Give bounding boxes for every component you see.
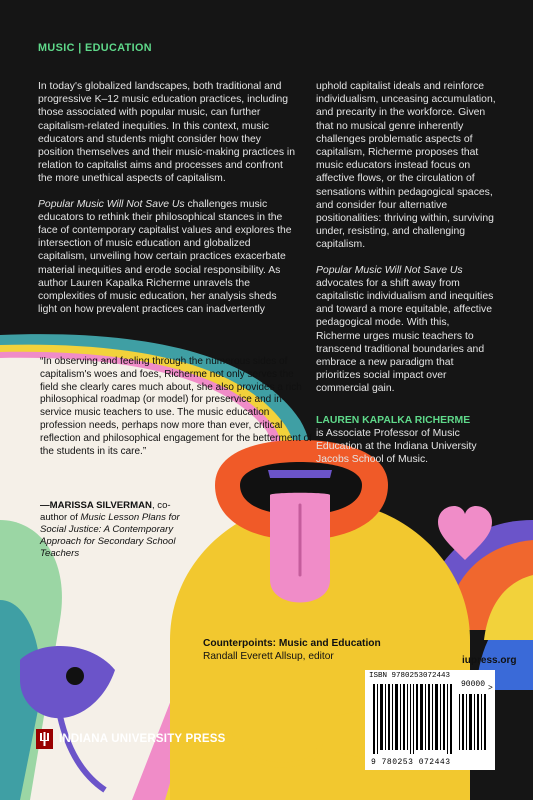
barcode-bars [365,670,495,760]
publisher-website: iupress.org [462,655,517,666]
description-column-left [38,80,296,328]
price-code: 90000 [461,680,486,689]
description-paragraph: uphold capitalist ideals and reinforce individualism, unceasing accumulation, and precarity in the workforce. Given that no musical genre inherently challenges problematic aspects of capitalism, Richerme proposes that music educators instead focus on affective flows, or the circulation of sensations within pedagogical spaces, and consider four alternative positionalities: thriving within, surviving under, resisting, and challenging capitalism. [316,81,496,251]
series-editor: Randall Everett Allsup, editor [203,650,334,662]
description-column-right [316,80,496,478]
iu-trident-logo [36,729,53,749]
endorsement-quote: “In observing and feeling through the numerous sides of capitalism's woes and foes, Richerme not only serves the field she clearly cares much about, she also provides a rich philosophical roadmap (or model) for preservice and in-service music teachers to use. The music education profession needs, perhaps now more than ever, critical reflection and philosophical engagement for the betterment of the students in its care.” [40,356,312,457]
barcode-digits: 9 780253 072443 [371,758,451,767]
author-bio: LAUREN KAPALKA RICHERME is Associate Professor of Music Education at the Indiana University Jacobs School of Music. [316,414,496,467]
endorser-name: —MARISSA SILVERMAN [40,500,152,511]
endorser-book: Music Lesson Plans for Social Justice: A Contemporary Approach for Secondary School Teachers [40,512,180,559]
author-name: LAUREN KAPALKA RICHERME [316,414,471,426]
category-kicker: MUSIC | EDUCATION [38,42,152,54]
book-title-inline: Popular Music Will Not Save Us [38,198,185,210]
publisher-name: INDIANA UNIVERSITY PRESS [59,733,226,745]
series-title: Counterpoints: Music and Education [203,638,381,649]
book-title-inline: Popular Music Will Not Save Us [316,264,463,276]
description-paragraph: Popular Music Will Not Save Us advocates for a shift away from capitalistic individualism and inequities and toward a more equitable, affective pedagogical mode. With this, Richerme urges music teachers to transcend traditional boundaries and embrace a new paradigm that prioritizes social impact over commercial gain. [316,264,494,395]
svg-text:>: > [488,684,493,693]
series-info [203,638,381,663]
isbn-barcode [365,670,495,770]
description-paragraph: In today's globalized landscapes, both traditional and progressive K–12 music education practices, including those associated with popular music, can further capitalism-related inequities. In this context, music educators and students might consider how they position themselves and their music-making practices in relation to capitalist aims and processes and confront the more unethical aspects of capitalism. [38,81,295,185]
isbn-label: ISBN 9780253072443 [369,672,451,680]
description-paragraph: Popular Music Will Not Save Us challenges music educators to rethink their philosophical stances in the face of contemporary capitalist values and explores the intersection of music education and globalized capitalism, unveiling how certain practices exacerbate material inequities and erode social responsibility. As author Lauren Kapalka Richerme unravels the complexities of music education, her analysis sheds light on how prevalent practices can inadvertently [38,198,292,316]
publisher-logo [36,728,225,750]
endorsement-attribution: —MARISSA SILVERMAN, co-author of Music Lesson Plans for Social Justice: A Contemporary Approach for Secondary School Teachers [40,500,180,559]
